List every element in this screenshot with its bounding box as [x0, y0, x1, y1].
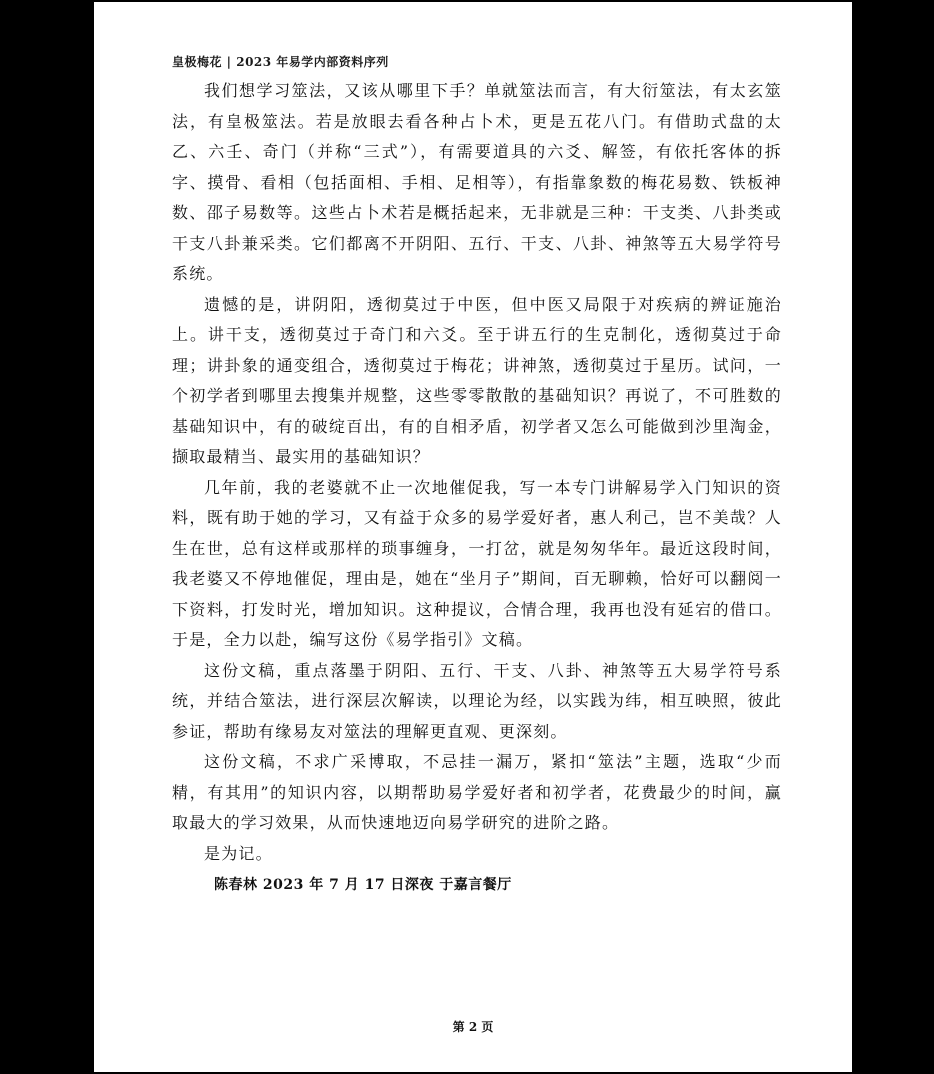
running-header: 皇极梅花 | 2023 年易学内部资料序列 [172, 55, 389, 69]
paragraph-4: 这份文稿，重点落墨于阴阳、五行、干支、八卦、神煞等五大易学符号系统，并结合筮法，进行深层次解读，以理论为经，以实践为纬，相互映照，彼此参证，帮助有缘易友对筮法的理解更直观、更深刻。 [172, 660, 782, 741]
paragraph-6: 是为记。 [204, 843, 273, 863]
body-text [172, 76, 782, 869]
paragraph-3: 几年前，我的老婆就不止一次地催促我，写一本专门讲解易学入门知识的资料，既有助于她的学习，又有益于众多的易学爱好者，惠人利己，岂不美哉？人生在世，总有这样或那样的琐事缠身，一打岔，就是匆匆华年。最近这段时间，我老婆又不停地催促，理由是，她在“坐月子”期间，百无聊赖，恰好可以翻阅一下资料，打发时光，增加知识。这种提议，合情合理，我再也没有延宕的借口。于是，全力以赴，编写这份《易学指引》文稿。 [172, 477, 782, 649]
signature-line: 陈春林 2023 年 7 月 17 日深夜 于嘉言餐厅 [214, 877, 512, 893]
paragraph-2: 遗憾的是，讲阴阳，透彻莫过于中医，但中医又局限于对疾病的辨证施治上。讲干支，透彻莫过于奇门和六爻。至于讲五行的生克制化，透彻莫过于命理；讲卦象的通变组合，透彻莫过于梅花；讲神煞，透彻莫过于星历。试问，一个初学者到哪里去搜集并规整，这些零零散散的基础知识？再说了，不可胜数的基础知识中，有的破绽百出，有的自相矛盾，初学者又怎么可能做到沙里淘金，撷取最精当、最实用的基础知识？ [172, 294, 782, 466]
page-number: 第 2 页 [452, 1020, 494, 1034]
paragraph-5: 这份文稿，不求广采博取，不忌挂一漏万，紧扣“筮法”主题，选取“少而精，有其用”的知识内容，以期帮助易学爱好者和初学者，花费最少的时间，赢取最大的学习效果，从而快速地迈向易学研究的进阶之路。 [172, 752, 782, 832]
paragraph-1: 我们想学习筮法，又该从哪里下手？单就筮法而言，有大衍筮法，有太玄筮法，有皇极筮法。若是放眼去看各种占卜术，更是五花八门。有借助式盘的太乙、六壬、奇门（并称“三式”），有需要道具的六爻、解签，有依托客体的拆字、摸骨、看相（包括面相、手相、足相等），有指靠象数的梅花易数、铁板神数、邵子易数等。这些占卜术若是概括起来，无非就是三种：干支类、八卦类或干支八卦兼采类。它们都离不开阴阳、五行、干支、八卦、神煞等五大易学符号系统。 [172, 81, 782, 283]
document-page [94, 2, 852, 1072]
